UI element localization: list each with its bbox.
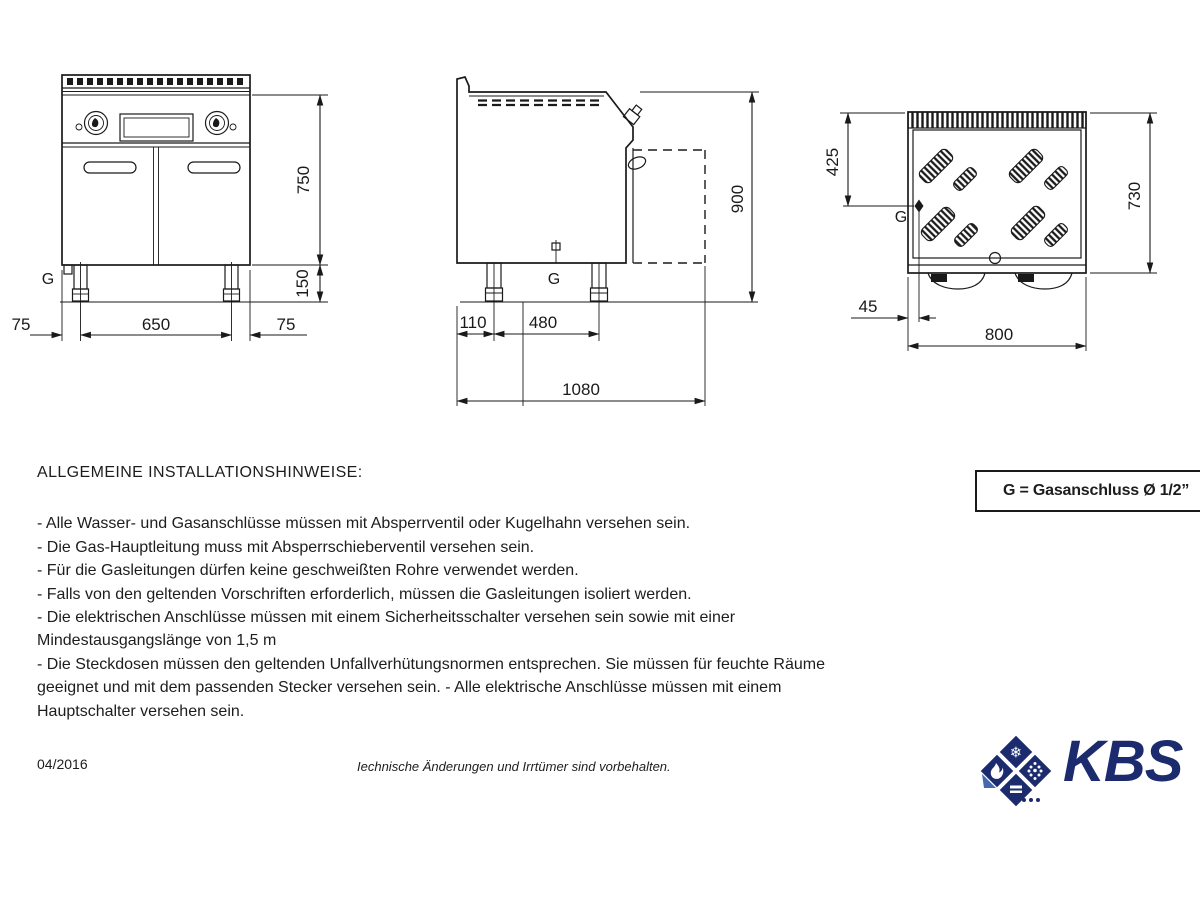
disclaimer-text: Iechnische Änderungen und Irrtümer sind vorbehalten.	[357, 759, 671, 774]
gas-legend-text: G = Gasanschluss Ø 1/2”	[1003, 482, 1190, 499]
dim-front-height: 750	[294, 165, 313, 195]
note-line: - Für die Gasleitungen dürfen keine geschweißten Rohre verwendet werden.	[37, 562, 579, 580]
burner-symbols	[917, 147, 1069, 248]
note-line: - Falls von den geltenden Vorschriften erforderlich, müssen die Gasleitungen isoliert werden.	[37, 585, 692, 603]
dim-front-width: 650	[141, 315, 171, 334]
note-line: Mindestausgangslänge von 1,5 m	[37, 632, 277, 650]
note-line: - Die Steckdosen müssen den geltenden Unfallverhütungsnormen entsprechen. Sie müssen für feuchte Räume	[37, 655, 826, 673]
control-knob-right	[206, 112, 237, 135]
dim-front-leg-height: 150	[293, 269, 312, 298]
legs-profile	[486, 263, 608, 301]
side-view	[457, 77, 759, 406]
gas-label-top: G	[894, 209, 908, 226]
door-handle-right	[188, 162, 240, 173]
snowflake-icon: ❄	[1009, 743, 1023, 762]
kbs-logo-mark	[972, 722, 1072, 817]
front-view	[12, 75, 328, 341]
installation-notes	[37, 461, 967, 723]
knob-profile	[623, 103, 644, 124]
casters	[928, 273, 1072, 289]
dim-top-gas-offset: 45	[858, 297, 878, 316]
door-handle-profile	[627, 155, 648, 172]
dim-front-margin-left: 75	[11, 315, 31, 334]
rear-grill-band	[908, 112, 1086, 128]
note-line: - Die elektrischen Anschlüsse müssen mit einem Sicherheitsschalter versehen sein sowie mit einer	[37, 609, 736, 627]
control-panel-window	[120, 114, 193, 141]
dim-top-width: 800	[984, 325, 1014, 344]
dim-top-gas-depth: 425	[823, 147, 842, 177]
door-handle-left	[84, 162, 136, 173]
gas-label-side: G	[547, 271, 561, 288]
note-line: Hauptschalter versehen sein.	[37, 702, 245, 720]
gas-legend-box	[975, 470, 1200, 512]
legs	[73, 265, 240, 301]
gas-stub	[64, 265, 72, 274]
note-line: - Die Gas-Hauptleitung muss mit Absperrschieberventil versehen sein.	[37, 538, 535, 556]
notes-title: ALLGEMEINE INSTALLATIONSHINWEISE:	[37, 464, 363, 481]
dim-side-leg-spacing: 480	[528, 313, 558, 332]
top-view	[823, 112, 1157, 351]
gas-label-front: G	[41, 271, 55, 288]
dim-side-height: 900	[728, 184, 747, 214]
dim-side-front-offset: 110	[459, 313, 487, 332]
note-line: geeignet und mit dem passenden Stecker versehen sein. - Alle elektrische Anschlüsse müssen mit einem	[37, 679, 782, 697]
brand-wordmark: KBS	[1063, 729, 1183, 794]
revision-date: 04/2016	[37, 756, 88, 772]
control-knob-left	[76, 112, 108, 135]
note-line: - Alle Wasser- und Gasanschlüsse müssen mit Absperrventil oder Kugelhahn versehen sein.	[37, 515, 691, 533]
gas-point-marker	[915, 200, 924, 213]
dim-front-margin-right: 75	[276, 315, 296, 334]
open-door-outline	[633, 150, 705, 263]
dim-top-depth: 730	[1125, 181, 1144, 211]
dim-side-total-depth: 1080	[562, 380, 600, 399]
